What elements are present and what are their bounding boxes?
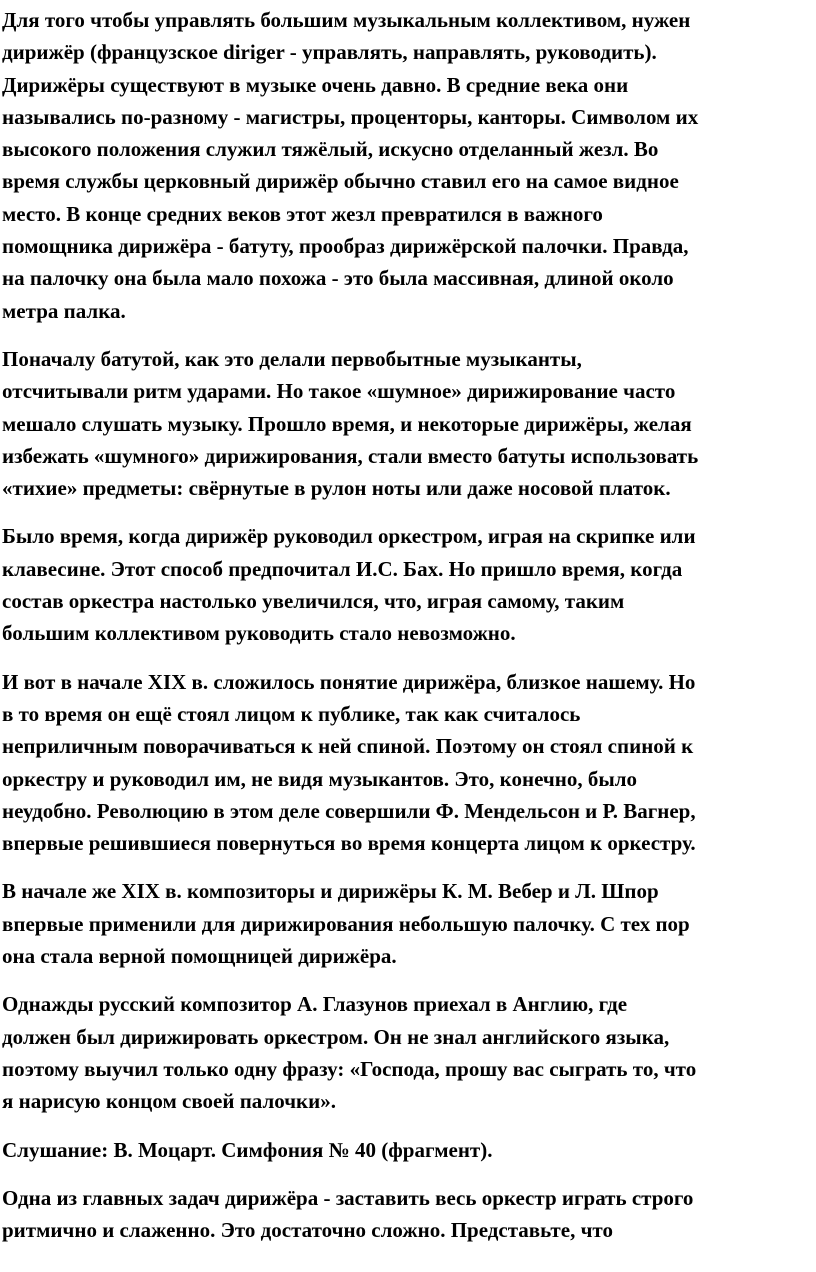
paragraph-listening (2, 1134, 816, 1166)
text-line: должен был дирижировать оркестром. Он не знал английского языка, (2, 1024, 670, 1049)
text-line: большим коллективом руководить стало невозможно. (2, 621, 516, 646)
paragraph-violin-harpsichord (2, 520, 816, 649)
text-line: Для того чтобы управлять большим музыкальным коллективом, нужен (2, 8, 691, 32)
text-line: В начале же XIX в. композиторы и дирижёры К. М. Вебер и Л. Шпор (2, 879, 659, 904)
paragraph-baton-noise (2, 343, 816, 504)
text-line: Одна из главных задач дирижёра - заставить весь оркестр играть строго (2, 1185, 694, 1210)
paragraph-conductor-history (2, 4, 816, 327)
text-line: впервые применили для дирижирования небольшую палочку. С тех пор (2, 911, 690, 936)
text-line: в то время он ещё стоял лицом к публике, так как считалось (2, 701, 581, 726)
text-line: Дирижёры существуют в музыке очень давно. В средние века они (2, 72, 629, 97)
paragraph-glazunov (2, 988, 816, 1117)
text-line: избежать «шумного» дирижирования, стали вместо батуты использовать (2, 443, 699, 468)
text-line: впервые решившиеся повернуться во время концерта лицом к оркестру. (2, 831, 696, 856)
text-line: дирижёр (французское diriger - управлять, направлять, руководить). (2, 40, 657, 65)
text-line: назывались по-разному - магистры, процентoры, канторы. Символом их (2, 104, 699, 129)
text-line: Слушание: В. Моцарт. Симфония № 40 (фрагмент). (2, 1137, 493, 1162)
text-line: я нарисую концом своей палочки». (2, 1089, 337, 1114)
text-line: неудобно. Революцию в этом деле совершили Ф. Мендельсон и Р. Вагнер, (2, 798, 696, 823)
text-line: поэтому выучил только одну фразу: «Господа, прошу вас сыграть то, что (2, 1056, 697, 1081)
text-line: «тихие» предметы: свёрнутые в рулон ноты или даже носовой платок. (2, 476, 671, 501)
text-line: место. В конце средних веков этот жезл превратился в важного (2, 201, 603, 226)
text-line: Однажды русский композитор А. Глазунов приехал в Англию, где (2, 992, 628, 1017)
text-line: высокого положения служил тяжёлый, искусно отделанный жезл. Во (2, 137, 659, 162)
text-line: мешало слушать музыку. Прошло время, и некоторые дирижёры, желая (2, 411, 692, 436)
text-line: на палочку она была мало похожа - это была массивная, длиной около (2, 266, 674, 291)
text-line: Было время, когда дирижёр руководил оркестром, играя на скрипке или (2, 524, 696, 549)
text-line: время службы церковный дирижёр обычно ставил его на самое видное (2, 169, 679, 194)
text-line: метра палка. (2, 298, 126, 323)
text-line: оркестру и руководил им, не видя музыкантов. Это, конечно, было (2, 766, 638, 791)
paragraph-weber-spohr (2, 875, 816, 972)
text-line: неприличным поворачиваться к ней спиной. Поэтому он стоял спиной к (2, 734, 694, 759)
text-line: И вот в начале XIX в. сложилось понятие дирижёра, близкое нашему. Но (2, 669, 696, 694)
text-line: отсчитывали ритм ударами. Но такое «шумное» дирижирование часто (2, 379, 676, 404)
text-line: помощника дирижёра - батуту, прообраз дирижёрской палочки. Правда, (2, 234, 689, 259)
paragraph-conductor-task (2, 1182, 816, 1247)
text-line: состав оркестра настолько увеличился, что, играя самому, таким (2, 589, 625, 614)
paragraph-19th-century (2, 666, 816, 860)
text-line: она стала верной помощницей дирижёра. (2, 944, 397, 969)
text-line: клавесине. Этот способ предпочитал И.С. Бах. Но пришло время, когда (2, 556, 683, 581)
text-line: ритмично и слаженно. Это достаточно сложно. Представьте, что (2, 1218, 613, 1243)
text-line: Поначалу батутой, как это делали первобытные музыканты, (2, 346, 582, 371)
